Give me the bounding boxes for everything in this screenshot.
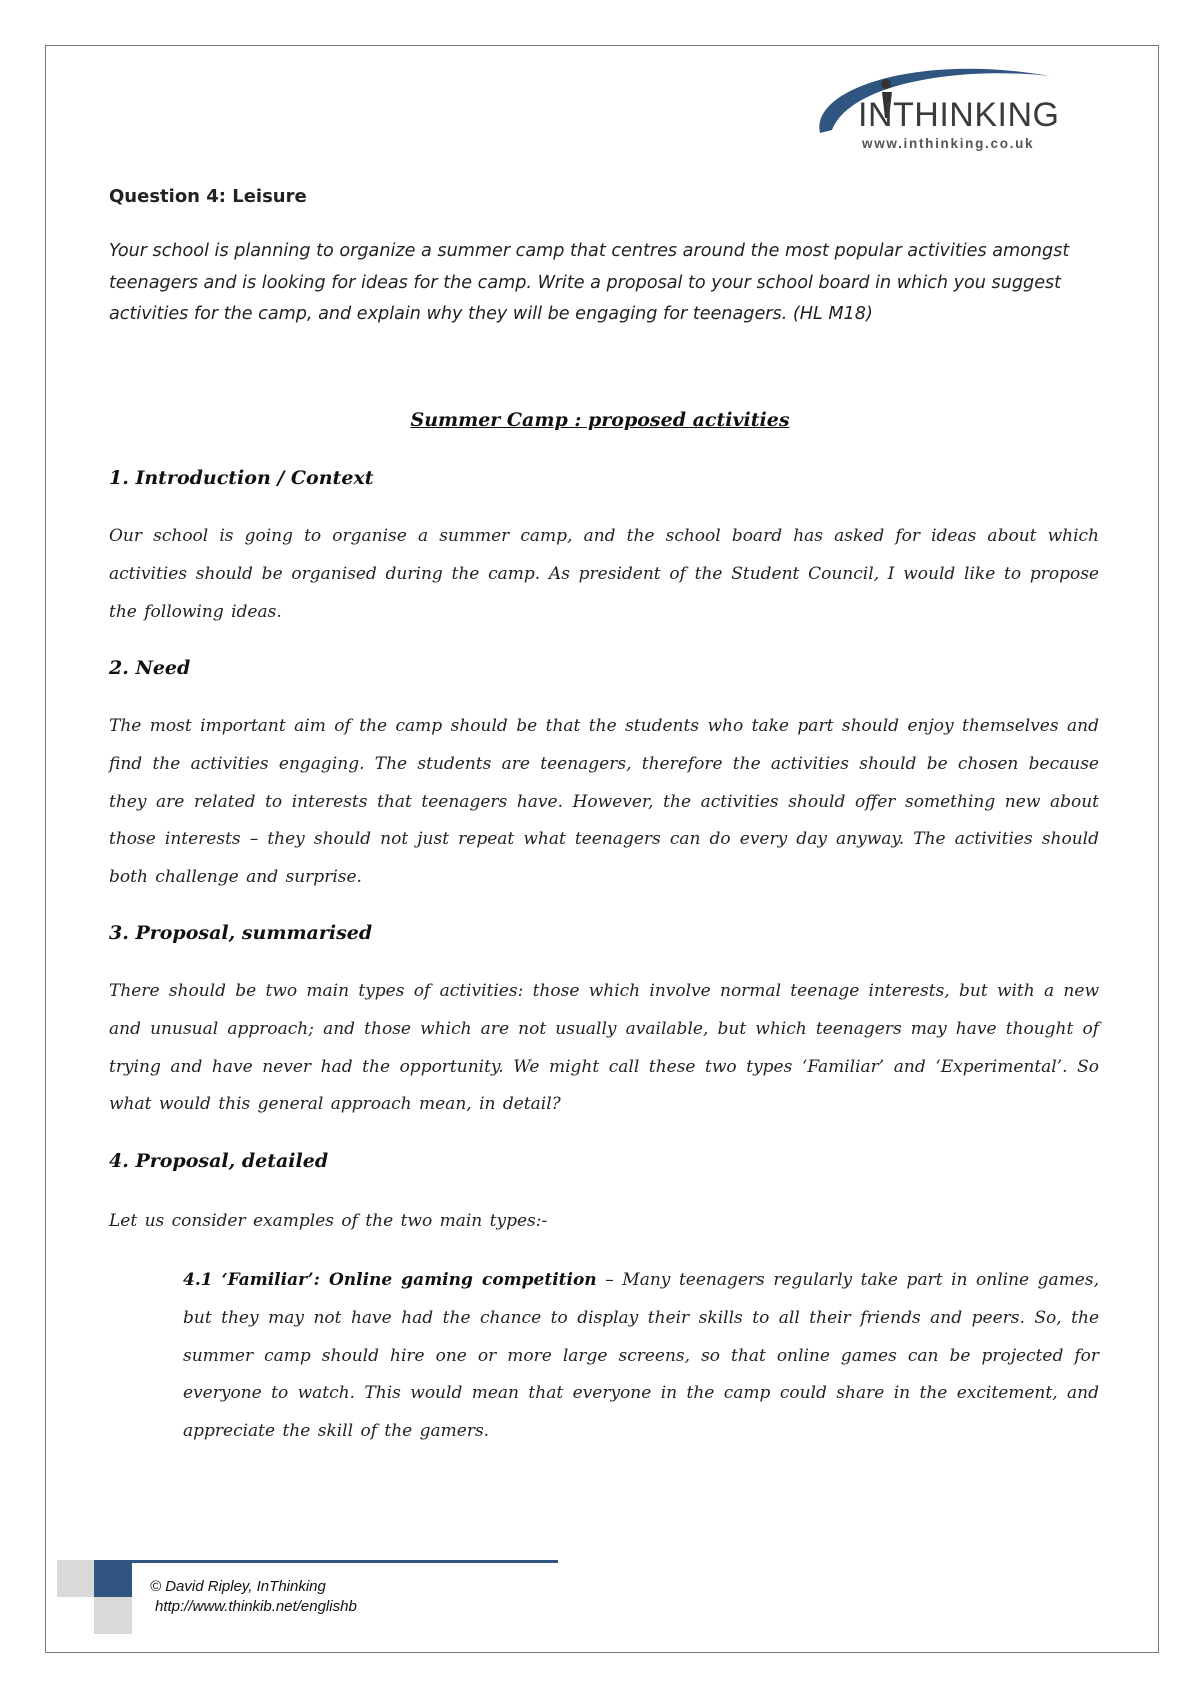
section-body-introduction: Our school is going to organise a summer camp, and the school board has asked for ideas about which activities should be organised during the camp. As president of the Student Council, I would like to propose the following ideas. (109, 526, 1099, 622)
logo-url: www.inthinking.co.uk (862, 136, 1035, 151)
logo-brand-text: INTHINKING (858, 96, 1060, 134)
document-title: Summer Camp : proposed activities (410, 409, 790, 431)
footer-rule (132, 1560, 558, 1563)
footer-url[interactable]: http://www.thinkib.net/englishb (155, 1598, 357, 1615)
question-title: Question 4: Leisure (109, 186, 307, 207)
section-heading-need: 2. Need (109, 657, 191, 679)
inthinking-logo (810, 58, 1060, 158)
footer-square-light-2 (94, 1597, 132, 1634)
subsection-online-gaming (183, 1262, 1099, 1451)
subsection-body: – Many teenagers regularly take part in online games, but they may not have had the chance to display their skills to all their friends and peers. So, the summer camp should hire one or more large screens, so that online games can be projected for everyone to watch. This would mean that everyone in the camp could share in the excitement, and appreciate the skill of the gamers. (183, 1270, 1099, 1442)
footer-square-light (57, 1560, 94, 1597)
footer-copyright: © David Ripley, InThinking (150, 1578, 326, 1595)
section-body-proposal-summarised: There should be two main types of activities: those which involve normal teenage interests, but with a new and unusual approach; and those which are not usually available, but which teenagers may have thought of trying and have never had the opportunity. We might call these two types ‘Familiar’ and ‘Experimental’. So what would this general approach mean, in detail? (109, 981, 1099, 1115)
subsection-heading: 4.1 ‘Familiar’: Online gaming competition (183, 1270, 597, 1290)
footer-square-dark (94, 1560, 132, 1597)
question-prompt: Your school is planning to organize a summer camp that centres around the most popular activities amongst teenagers and is looking for ideas for the camp. Write a proposal to your school board in which you suggest activities for the camp, and explain why they will be engaging for teenagers. (HL M18) (109, 241, 1070, 324)
section-heading-introduction: 1. Introduction / Context (109, 467, 374, 489)
section-body-proposal-detailed: Let us consider examples of the two main types:- (109, 1211, 548, 1231)
section-heading-proposal-detailed: 4. Proposal, detailed (109, 1150, 329, 1172)
section-body-need: The most important aim of the camp should be that the students who take part should enjoy themselves and find the activities engaging. The students are teenagers, therefore the activities should be chosen because they are related to interests that teenagers have. However, the activities should offer something new about those interests – they should not just repeat what teenagers can do every day anyway. The activities should both challenge and surprise. (109, 716, 1099, 888)
section-heading-proposal-summarised: 3. Proposal, summarised (109, 922, 373, 944)
